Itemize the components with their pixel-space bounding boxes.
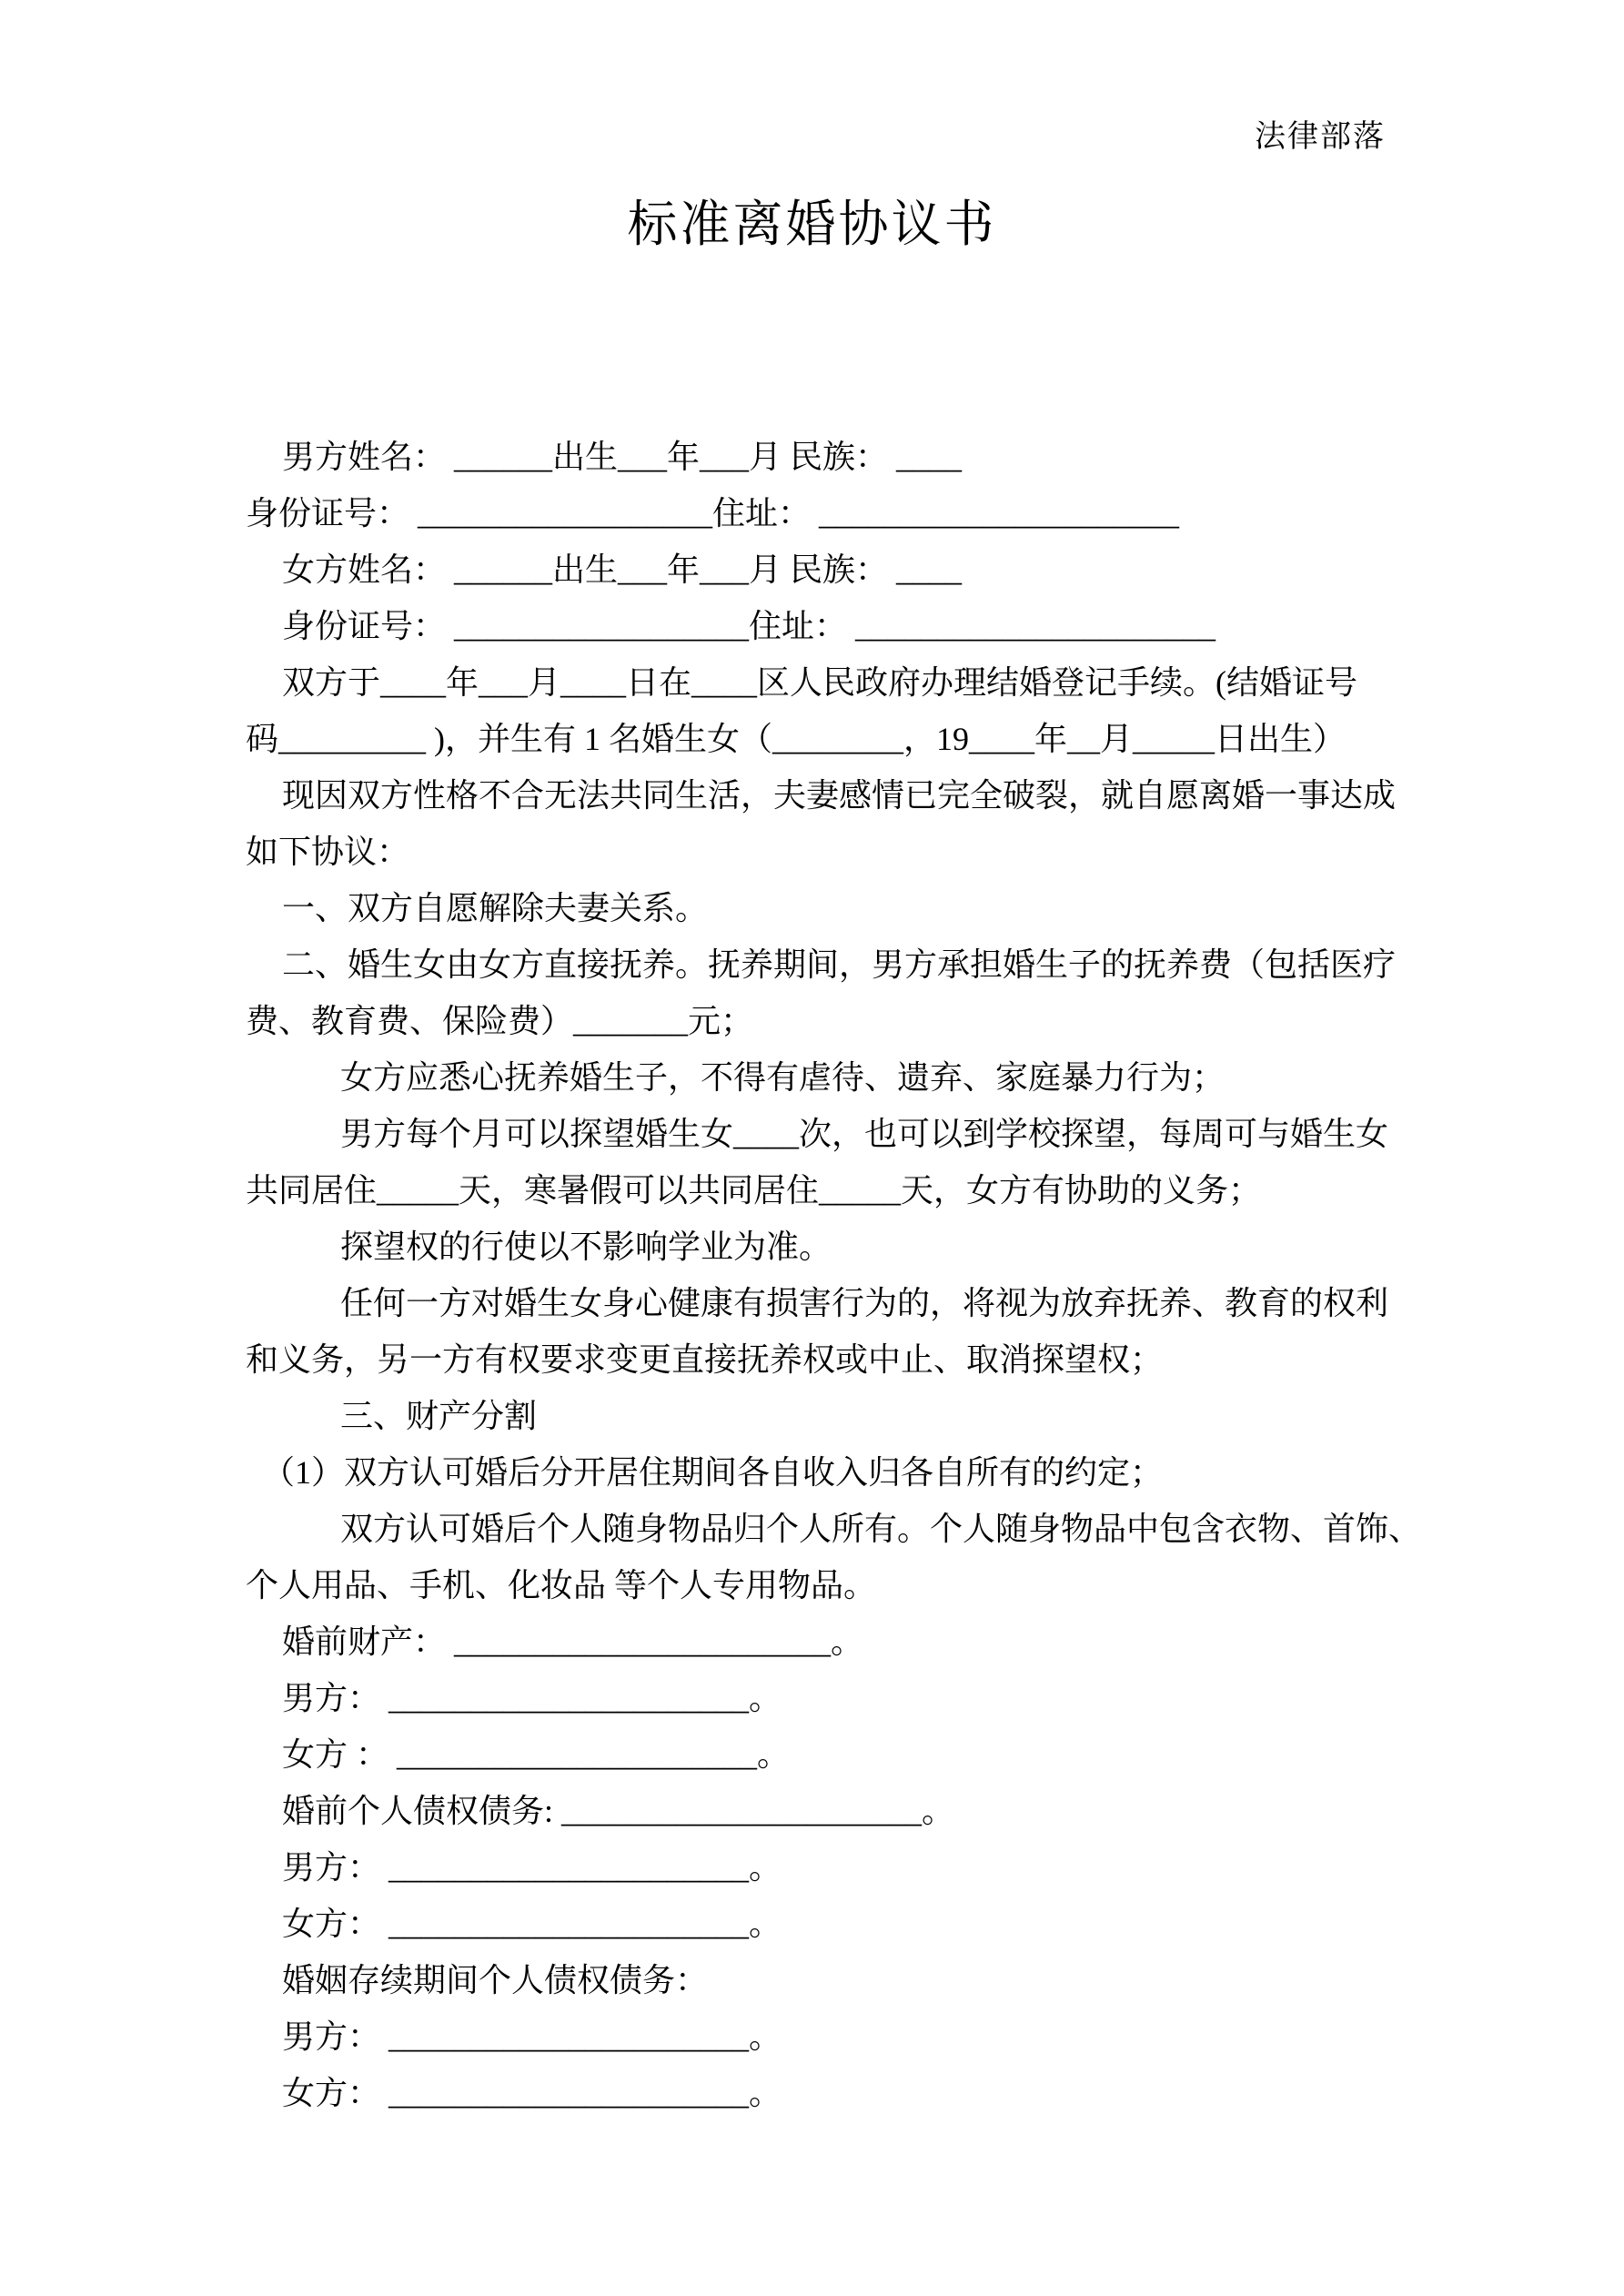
doc-body	[246, 429, 1422, 2121]
doc-line: 婚前个人债权债务: ______________________。	[282, 1793, 955, 1829]
doc-title: 标准离婚协议书	[627, 197, 997, 252]
doc-line: 任何一方对婚生女身心健康有损害行为的，将视为放弃抚养、教育的权利	[340, 1285, 1389, 1321]
doc-line: 女方： ______________________。	[282, 2075, 782, 2111]
doc-line: 如下协议：	[246, 834, 410, 870]
doc-line: 三、财产分割	[340, 1398, 538, 1434]
doc-line: 男方姓名： ______出生___年___月 民族： ____	[282, 439, 963, 475]
doc-line: 男方： ______________________。	[282, 1680, 782, 1716]
doc-line: 男方： ______________________。	[282, 2018, 782, 2055]
doc-line: 个人用品、手机、化妆品 等个人专用物品。	[246, 1567, 877, 1603]
doc-line: 二、婚生女由女方直接抚养。抚养期间，男方承担婚生子的抚养费（包括医疗	[282, 946, 1397, 983]
doc-line: 婚姻存续期间个人债权债务：	[282, 1962, 709, 1998]
doc-line: （1）双方认可婚后分开居住期间各自收入归各自所有的约定；	[262, 1454, 1164, 1491]
doc-line: 身份证号： __________________住址： ______________________	[246, 495, 1180, 531]
header-brand: 法律部落	[1255, 120, 1386, 154]
doc-line: 女方姓名： ______出生___年___月 民族： ____	[282, 551, 963, 588]
doc-line: 婚前财产： _______________________。	[282, 1623, 864, 1660]
doc-line: 女方： ______________________。	[282, 1906, 782, 1942]
doc-line: 女方 ： ______________________。	[282, 1736, 791, 1773]
doc-line: 一、双方自愿解除夫妻关系。	[282, 890, 709, 926]
doc-line: 女方应悉心抚养婚生子，不得有虐待、遗弃、家庭暴力行为；	[340, 1059, 1226, 1096]
doc-line: 探望权的行使以不影响学业为准。	[340, 1229, 832, 1265]
doc-line: 和义务，另一方有权要求变更直接抚养权或中止、取消探望权；	[246, 1341, 1164, 1378]
doc-line: 男方： ______________________。	[282, 1849, 782, 1886]
doc-line: 男方每个月可以探望婚生女____次，也可以到学校探望，每周可与婚生女	[340, 1116, 1389, 1152]
doc-line: 身份证号： __________________住址： ______________________	[282, 608, 1216, 644]
doc-line: 码_________ )，并生有 1 名婚生女（________，19____年__月_____日出生）	[246, 721, 1346, 757]
doc-line: 现因双方性格不合无法共同生活，夫妻感情已完全破裂，就自愿离婚一事达成	[282, 777, 1397, 814]
doc-line: 双方于____年___月____日在____区人民政府办理结婚登记手续。(结婚证号	[282, 664, 1357, 701]
doc-line: 共同居住_____天，寒暑假可以共同居住_____天，女方有协助的义务；	[246, 1172, 1262, 1209]
doc-line: 双方认可婚后个人随身物品归个人所有。个人随身物品中包含衣物、首饰、	[340, 1511, 1422, 1547]
doc-line: 费、教育费、保险费）_______元；	[246, 1003, 754, 1039]
